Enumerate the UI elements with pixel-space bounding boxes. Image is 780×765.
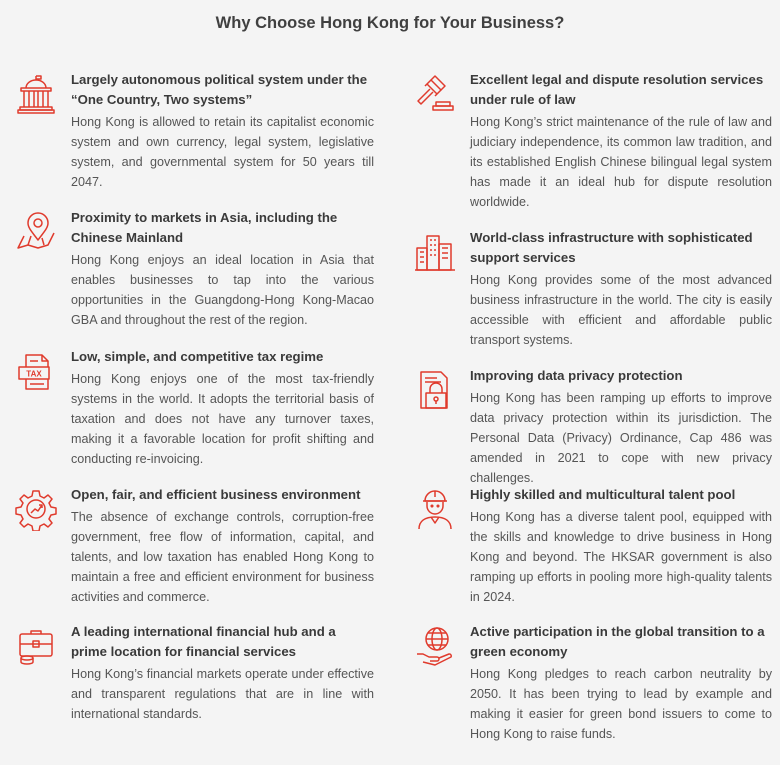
worker-helmet-icon	[413, 487, 457, 531]
feature-proximity-asia	[14, 208, 374, 330]
feature-body: Hong Kong’s strict maintenance of the rule of law and judiciary independence, its common law tradition, and its established English Chinese bilingual legal system has made it an ideal hub for dispute resolution worldwide.	[470, 115, 772, 209]
feature-heading: Proximity to markets in Asia, including the Chinese Mainland	[71, 210, 338, 245]
feature-data-privacy	[413, 366, 772, 488]
feature-body: Hong Kong provides some of the most advanced business infrastructure in the world. The city is easily accessible with efficient and affordable public transport systems.	[470, 273, 772, 347]
feature-heading: Largely autonomous political system under the “One Country, Two systems”	[71, 72, 368, 107]
feature-body: Hong Kong has been ramping up efforts to improve data privacy protection within its jurisdiction. The Personal Data (Privacy) Ordinance, Cap 486 was amended in 2021 to cope with new privacy challenges.	[470, 391, 772, 485]
feature-business-environment	[14, 485, 374, 607]
city-buildings-icon	[413, 230, 457, 274]
government-building-icon	[14, 72, 58, 116]
feature-body: Hong Kong enjoys an ideal location in Asia that enables businesses to tap into the various opportunities in the Guangdong-Hong Kong-Macao GBA and throughout the rest of the region.	[71, 253, 374, 327]
feature-legal-services	[413, 70, 772, 212]
map-pin-icon	[14, 210, 58, 254]
data-lock-icon	[413, 368, 457, 412]
feature-heading: Highly skilled and multicultural talent pool	[470, 487, 736, 502]
feature-heading: World-class infrastructure with sophisticated support services	[470, 230, 753, 265]
feature-green-economy	[413, 622, 772, 744]
briefcase-coins-icon	[14, 624, 58, 668]
feature-financial-hub	[14, 622, 374, 724]
feature-body: The absence of exchange controls, corruption-free government, free flow of information, capital, and talents, and low taxation has enabled Hong Kong to maintain a free and efficient environment for business activities and commerce.	[71, 510, 374, 604]
feature-heading: Open, fair, and efficient business environment	[71, 487, 361, 502]
feature-heading: Excellent legal and dispute resolution services under rule of law	[470, 72, 764, 107]
feature-infrastructure	[413, 228, 772, 350]
feature-body: Hong Kong enjoys one of the most tax-friendly systems in the world. It adopts the territorial basis of taxation and does not have any turnover taxes, making it a favorable location for profit shifting and conducting re-invoicing.	[71, 372, 374, 466]
gavel-icon	[413, 72, 457, 116]
feature-body: Hong Kong has a diverse talent pool, equipped with the skills and knowledge to drive business in Hong Kong and beyond. The HKSAR government is also ramping up efforts in pooling more high-quality talents in 2024.	[470, 510, 772, 604]
gear-growth-icon	[14, 487, 58, 531]
tax-document-icon	[14, 349, 58, 393]
globe-hand-icon	[413, 624, 457, 668]
feature-heading: Low, simple, and competitive tax regime	[71, 349, 324, 364]
feature-heading: Active participation in the global transition to a green economy	[470, 624, 765, 659]
feature-talent-pool	[413, 485, 772, 607]
feature-body: Hong Kong is allowed to retain its capitalist economic system and own currency, legal system, legislative system, and governmental system for 50 years till 2047.	[71, 115, 374, 189]
svg-text:TAX: TAX	[26, 369, 42, 379]
page-title: Why Choose Hong Kong for Your Business?	[215, 14, 565, 32]
feature-body: Hong Kong pledges to reach carbon neutrality by 2050. It has been trying to lead by example and making it easier for green bond issuers to come to Hong Kong to raise funds.	[470, 667, 772, 741]
feature-body: Hong Kong’s financial markets operate under effective and transparent regulations that are in line with international standards.	[71, 667, 374, 721]
feature-political-system	[14, 70, 374, 192]
feature-heading: Improving data privacy protection	[470, 368, 683, 383]
feature-heading: A leading international financial hub and a prime location for financial services	[71, 624, 336, 659]
feature-tax-regime	[14, 347, 374, 469]
